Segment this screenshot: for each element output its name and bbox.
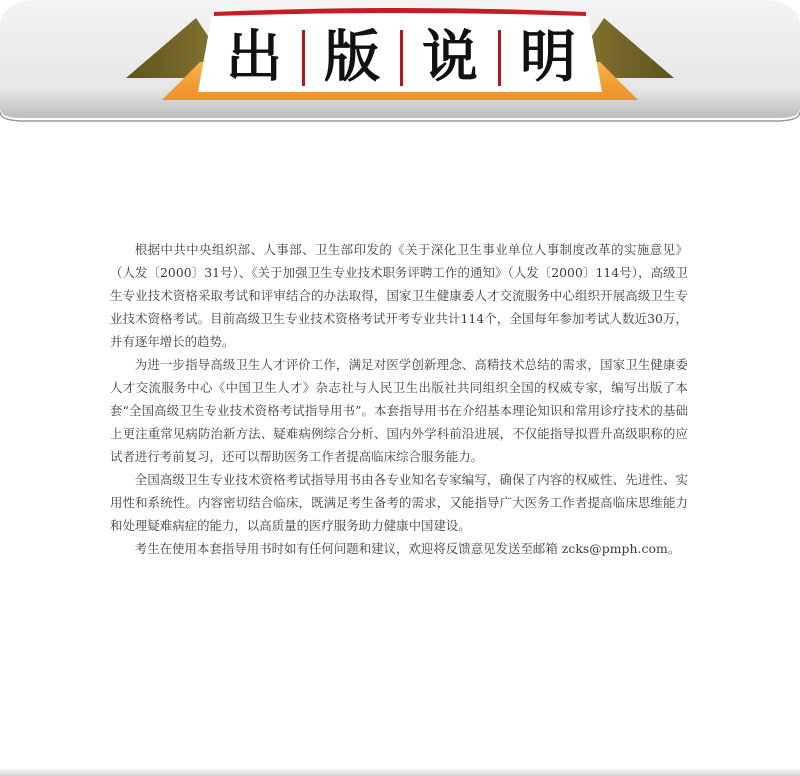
title-char-4: 明	[520, 25, 576, 90]
title-separator	[302, 30, 305, 86]
title-char-2: 版	[324, 25, 380, 90]
page-title	[218, 22, 584, 94]
bottom-divider	[0, 768, 800, 776]
paragraph: 考生在使用本套指导用书时如有任何问题和建议，欢迎将反馈意见发送至邮箱 zcks@pmph.com。	[134, 541, 681, 556]
paragraph: 根据中共中央组织部、人事部、卫生部印发的《关于深化卫生事业单位人事制度改革的实施意见》（人发〔2000〕31号）、《关于加强卫生专业技术职务评聘工作的通知》（人发〔2000〕114号），高级卫生专业技术资格采取考试和评审结合的办法取得，国家卫生健康委人才交流服务中心组织开展高级卫生专业技术资格考试。目前高级卫生专业技术资格考试开考专业共计114个，全国每年参加考试人数近30万，并有逐年增长的趋势。	[110, 242, 688, 349]
publication-notes	[110, 238, 688, 560]
title-separator	[498, 30, 501, 86]
title-char-1: 出	[226, 25, 282, 90]
paragraph: 为进一步指导高级卫生人才评价工作，满足对医学创新理念、高精技术总结的需求，国家卫生健康委人才交流服务中心《中国卫生人才》杂志社与人民卫生出版社共同组织全国的权威专家，编写出版了本套“全国高级卫生专业技术资格考试指导用书”。本套指导用书在介绍基本理论知识和常用诊疗技术的基础上更注重常见病防治新方法、疑难病例综合分析、国内外学科前沿进展，不仅能指导拟晋升高级职称的应试者进行考前复习，还可以帮助医务工作者提高临床综合服务能力。	[110, 357, 688, 464]
title-char-3: 说	[422, 25, 478, 90]
title-separator	[400, 30, 403, 86]
paragraph: 全国高级卫生专业技术资格考试指导用书由各专业知名专家编写，确保了内容的权威性、先进性、实用性和系统性。内容密切结合临床，既满足考生备考的需求，又能指导广大医务工作者提高临床思维能力和处理疑难病症的能力，以高质量的医疗服务助力健康中国建设。	[110, 472, 688, 533]
header-banner	[0, 0, 800, 140]
